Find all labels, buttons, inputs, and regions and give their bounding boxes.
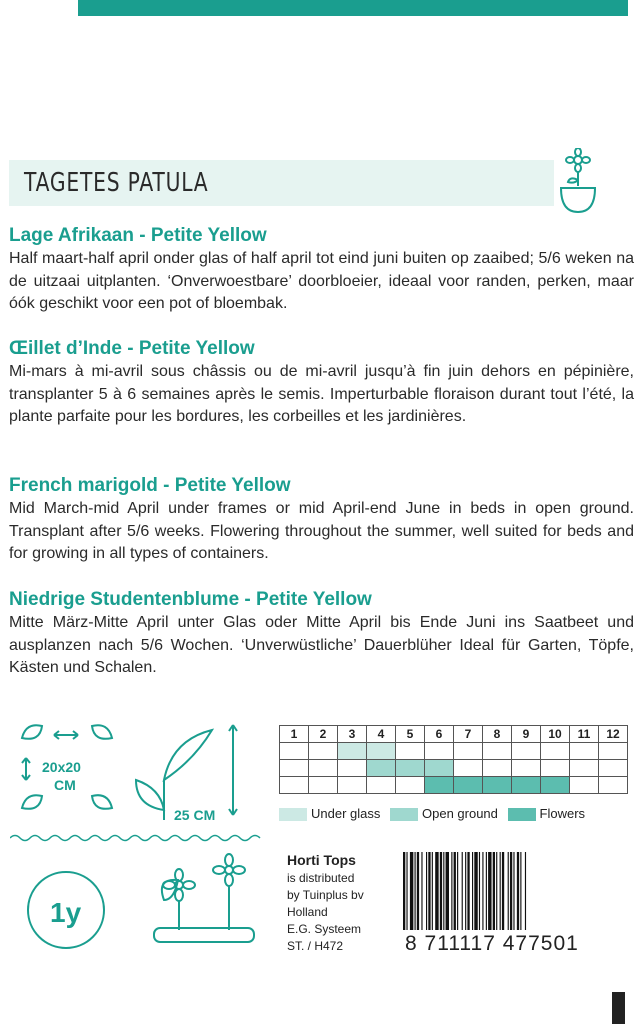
barcode-bar: [510, 852, 512, 930]
barcode-bar: [520, 852, 521, 930]
calendar-cell: [309, 743, 338, 760]
barcode-bar: [454, 852, 456, 930]
calendar-cell: [367, 743, 396, 760]
barcode-bar: [467, 852, 469, 930]
barcode: [403, 852, 631, 930]
leaf-icon: [92, 795, 112, 809]
potted-plant-icon: [553, 148, 603, 214]
section-body: Mi-mars à mi-avril sous châssis ou de mi-avril jusqu’à fin juin dehors en pépinière, transplanter 5 à 6 semaines après le semis. Imperturbable floraison durant tout l’été, la plante parfaite pour les bordures, les corbeilles et les jardinières.: [9, 363, 634, 425]
calendar-cell: [483, 743, 512, 760]
section-body: Mitte März-Mitte April unter Glas oder Mitte April bis Ende Juni ins Saatbeet und ausplanzen nach 5/6 Wochen. ‘Unverwüstliche’ Dauerblüher Ideal für Garten, Töpfe, Kästen und Schalen.: [9, 614, 634, 676]
section-heading: Œillet d’Inde - Petite Yellow: [9, 338, 255, 359]
barcode-bar: [493, 852, 495, 930]
height-arrow-icon: [229, 725, 237, 815]
barcode-bar: [525, 852, 526, 930]
month-header: 9: [512, 726, 541, 743]
month-header: 7: [454, 726, 483, 743]
seed-tray-icon: [154, 928, 254, 942]
lifecycle-label: 1y: [50, 897, 82, 928]
distributor-info: [287, 852, 364, 955]
month-header: 12: [599, 726, 628, 743]
calendar-cell: [280, 760, 309, 777]
calendar-legend: [279, 806, 591, 826]
brand-name: Horti Tops: [287, 852, 356, 868]
calendar-cell: [309, 777, 338, 794]
flower-icon: [213, 854, 245, 886]
calendar-cell: [396, 777, 425, 794]
wave-divider: [10, 833, 268, 843]
calendar-cell: [599, 743, 628, 760]
calendar-cell: [541, 777, 570, 794]
section-heading: French marigold - Petite Yellow: [9, 475, 291, 496]
calendar-cell: [541, 760, 570, 777]
barcode-bar: [417, 852, 419, 930]
calendar-cell: [599, 760, 628, 777]
month-header: 8: [483, 726, 512, 743]
leaf-icon: [92, 725, 112, 739]
barcode-bar: [440, 852, 442, 930]
distributor-line: is distributed: [287, 871, 355, 885]
calendar-cell: [280, 743, 309, 760]
calendar-cell: [396, 743, 425, 760]
calendar-cell: [425, 760, 454, 777]
calendar-cell: [338, 743, 367, 760]
month-header: 10: [541, 726, 570, 743]
spacing-label: 20x20: [42, 759, 81, 775]
section-heading: Lage Afrikaan - Petite Yellow: [9, 225, 267, 246]
barcode-bar: [472, 852, 473, 930]
barcode-number: 8 711117 477501: [405, 932, 579, 955]
leaf-icon: [136, 780, 164, 810]
calendar-cell: [512, 777, 541, 794]
legend-flowers: Flowers: [508, 806, 586, 821]
calendar-cell: [425, 743, 454, 760]
barcode-bar: [479, 852, 480, 930]
barcode-bar: [428, 852, 430, 930]
month-header: 11: [570, 726, 599, 743]
barcode-bar: [496, 852, 497, 930]
calendar-cell: [280, 777, 309, 794]
spacing-unit: CM: [54, 777, 76, 793]
barcode-bar: [502, 852, 504, 930]
barcode-bar: [426, 852, 427, 930]
calendar-cell: [396, 760, 425, 777]
distributor-line: E.G. Systeem: [287, 922, 362, 936]
barcode-bar: [421, 852, 422, 930]
section-french: [9, 337, 634, 429]
flower-icon: [163, 869, 195, 901]
legend-open-ground: Open ground: [390, 806, 498, 821]
legend-under-glass: Under glass: [279, 806, 380, 821]
horizontal-arrow-icon: [54, 731, 78, 739]
barcode-bar: [486, 852, 487, 930]
calendar-cell: [512, 743, 541, 760]
calendar-cell: [338, 760, 367, 777]
barcode-bar: [482, 852, 483, 930]
section-dutch: [9, 224, 634, 316]
calendar-cell: [599, 777, 628, 794]
month-header: 2: [309, 726, 338, 743]
month-header: 3: [338, 726, 367, 743]
barcode-bar: [474, 852, 477, 930]
section-heading: Niedrige Studentenblume - Petite Yellow: [9, 589, 372, 610]
barcode-bar: [432, 852, 433, 930]
calendar-cell: [454, 777, 483, 794]
sowing-calendar: [279, 725, 628, 794]
calendar-cell: [454, 760, 483, 777]
leaf-icon: [22, 725, 42, 739]
calendar-cell: [425, 777, 454, 794]
barcode-bar: [465, 852, 466, 930]
corner-mark: [612, 992, 625, 1024]
barcode-bar: [488, 852, 491, 930]
barcode-bar: [451, 852, 452, 930]
calendar-cell: [570, 760, 599, 777]
barcode-bar: [462, 852, 463, 930]
calendar-cell: [367, 777, 396, 794]
distributor-line: by Tuinplus bv: [287, 888, 364, 902]
barcode-bar: [513, 852, 514, 930]
section-english: [9, 474, 634, 566]
calendar-cell: [570, 777, 599, 794]
calendar-cell: [570, 743, 599, 760]
tall-leaf-icon: [164, 730, 212, 780]
barcode-bar: [457, 852, 458, 930]
calendar-cell: [512, 760, 541, 777]
barcode-bar: [508, 852, 509, 930]
distributor-line: Holland: [287, 905, 328, 919]
calendar-cell: [309, 760, 338, 777]
barcode-bar: [403, 852, 405, 930]
barcode-bar: [443, 852, 444, 930]
barcode-bar: [517, 852, 519, 930]
month-header: 5: [396, 726, 425, 743]
barcode-bar: [406, 852, 407, 930]
barcode-bar: [446, 852, 449, 930]
calendar-cell: [483, 777, 512, 794]
section-body: Half maart-half april onder glas of half april tot eind juni buiten op zaaibed; 5/6 weken na de uitzaai uitplanten. ‘Onverwoestbare’ doorbloeier, ideaal voor randen, perken, maar óók geschikt voor een pot of bloembak.: [9, 250, 634, 312]
barcode-bar: [410, 852, 413, 930]
distributor-line: ST. / H472: [287, 939, 344, 953]
height-label: 25 CM: [174, 807, 216, 823]
calendar-cell: [338, 777, 367, 794]
month-header: 1: [280, 726, 309, 743]
product-title: TAGETES PATULA: [24, 168, 209, 198]
calendar-cell: [454, 743, 483, 760]
vertical-arrow-icon: [22, 758, 30, 780]
section-german: [9, 588, 634, 680]
top-accent-bar: [78, 0, 628, 16]
section-body: Mid March-mid April under frames or mid April-end June in beds in open ground. Transplant after 5/6 weeks. Flowering throughout the summer, well suited for beds and for growing in all types of containers.: [9, 500, 634, 562]
calendar-cell: [541, 743, 570, 760]
month-header: 4: [367, 726, 396, 743]
barcode-bar: [435, 852, 438, 930]
leaf-icon: [22, 795, 42, 809]
calendar-cell: [483, 760, 512, 777]
calendar-cell: [367, 760, 396, 777]
month-header: 6: [425, 726, 454, 743]
barcode-bar: [500, 852, 501, 930]
barcode-bar: [415, 852, 416, 930]
